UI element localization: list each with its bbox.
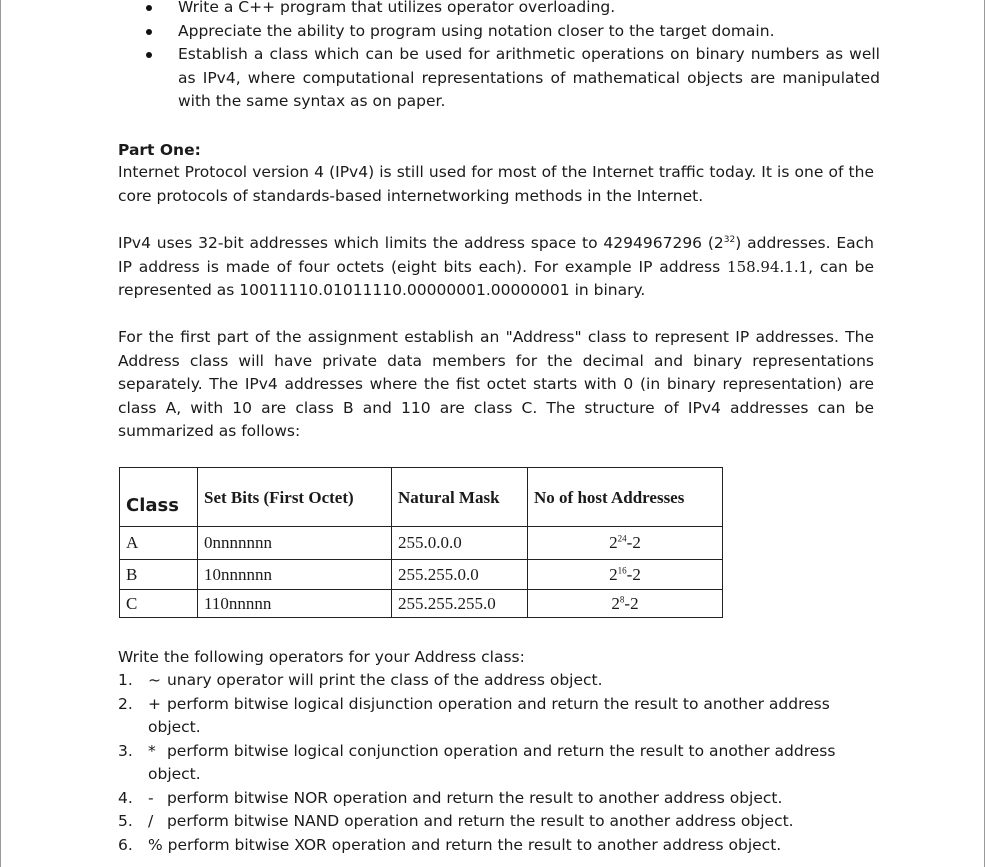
objective-item: Write a C++ program that utilizes operator overloading. xyxy=(140,0,880,20)
host-tail: -2 xyxy=(626,533,641,552)
operator-number: 3. xyxy=(118,741,133,760)
header-set-bits: Set Bits (First Octet) xyxy=(198,468,392,527)
header-host-addresses: No of host Addresses xyxy=(528,468,723,527)
operator-item xyxy=(118,669,874,693)
operator-description: unary operator will print the class of the address object. xyxy=(166,671,603,689)
host-exponent: 24 xyxy=(617,533,627,544)
host-exponent: 16 xyxy=(617,564,627,575)
operator-description: perform bitwise NOR operation and return the result to another address object. xyxy=(166,788,783,807)
para2-example-ip: 158.94.1.1 xyxy=(727,257,809,276)
cell-bits: 10nnnnnn xyxy=(198,560,392,590)
operator-symbol: - xyxy=(148,788,154,807)
operator-number: 2. xyxy=(118,694,133,713)
cell-host xyxy=(528,590,723,618)
cell-host xyxy=(528,527,723,560)
header-class: Class xyxy=(120,468,198,527)
table-row xyxy=(120,560,723,590)
operator-item xyxy=(118,740,874,787)
part-one-paragraph-2 xyxy=(118,232,874,303)
cell-bits: 110nnnnn xyxy=(198,590,392,618)
operator-symbol: / xyxy=(148,812,154,830)
cell-class: A xyxy=(120,527,198,560)
objective-item: Establish a class which can be used for arithmetic operations on binary numbers as well as IPv4, where computational representations of mathematical objects are manipulated with the same syntax as on paper. xyxy=(140,43,880,114)
host-base: 2 xyxy=(609,533,618,552)
operator-description: perform bitwise NAND operation and return the result to another address object. xyxy=(166,812,794,830)
host-base: 2 xyxy=(609,564,618,584)
cell-host xyxy=(528,560,723,590)
table-row xyxy=(120,590,723,618)
operator-item xyxy=(118,693,874,740)
operator-item xyxy=(118,810,874,834)
operators-list xyxy=(118,669,874,857)
host-base: 2 xyxy=(611,593,620,613)
header-natural-mask: Natural Mask xyxy=(392,468,528,527)
cell-class: B xyxy=(120,560,198,590)
page-left-border xyxy=(0,0,1,867)
operator-item xyxy=(118,787,874,811)
para2-text-b: ) addresses. Each IP address is made of four octets (eight bits each). For example IP address xyxy=(118,234,874,276)
operator-description: perform bitwise logical conjunction operation and return the result to another address object. xyxy=(148,741,836,783)
operator-description: perform bitwise XOR operation and return the result to another address object. xyxy=(167,835,782,854)
table-header-row xyxy=(120,468,723,527)
para2-superscript: 32 xyxy=(723,234,736,245)
operators-intro: Write the following operators for your Address class: xyxy=(118,648,525,666)
part-one-paragraph-3: For the first part of the assignment establish an "Address" class to represent IP addresses. The Address class will have private data members for the decimal and binary representations separately. The IPv4 addresses where the fist octet starts with 0 (in binary representation) are class A, with 10 are class B and 110 are class C. The structure of IPv4 addresses can be summarized as follows: xyxy=(118,328,874,440)
para2-text-a: IPv4 uses 32-bit addresses which limits the address space to 4294967296 (2 xyxy=(118,234,724,252)
operator-number: 5. xyxy=(118,812,133,830)
objective-item: Appreciate the ability to program using notation closer to the target domain. xyxy=(140,20,880,44)
operator-symbol: % xyxy=(148,835,163,854)
cell-mask: 255.255.0.0 xyxy=(392,560,528,590)
operator-description: perform bitwise logical disjunction operation and return the result to another address object. xyxy=(148,694,830,736)
ipv4-class-table xyxy=(119,467,723,618)
cell-bits: 0nnnnnnn xyxy=(198,527,392,560)
part-one-heading: Part One: xyxy=(118,141,201,159)
operator-symbol: * xyxy=(148,741,156,760)
cell-mask: 255.0.0.0 xyxy=(392,527,528,560)
operator-item xyxy=(118,834,874,858)
host-tail: -2 xyxy=(626,564,641,584)
operator-symbol: ~ xyxy=(148,671,161,689)
operator-number: 1. xyxy=(118,671,133,689)
host-exponent: 8 xyxy=(619,593,625,604)
operator-number: 6. xyxy=(118,835,133,854)
operator-number: 4. xyxy=(118,788,133,807)
host-tail: -2 xyxy=(624,593,639,613)
operator-symbol: + xyxy=(148,694,161,713)
cell-mask: 255.255.255.0 xyxy=(392,590,528,618)
part-one-paragraph-1: Internet Protocol version 4 (IPv4) is still used for most of the Internet traffic today. It is one of the core protocols of standards-based internetworking methods in the Internet. xyxy=(118,163,874,205)
table-row xyxy=(120,527,723,560)
objectives-list xyxy=(140,0,880,114)
cell-class: C xyxy=(120,590,198,618)
para2-text-c: , can be represented as 10011110.01011110.00000001.00000001 in binary. xyxy=(118,257,874,299)
